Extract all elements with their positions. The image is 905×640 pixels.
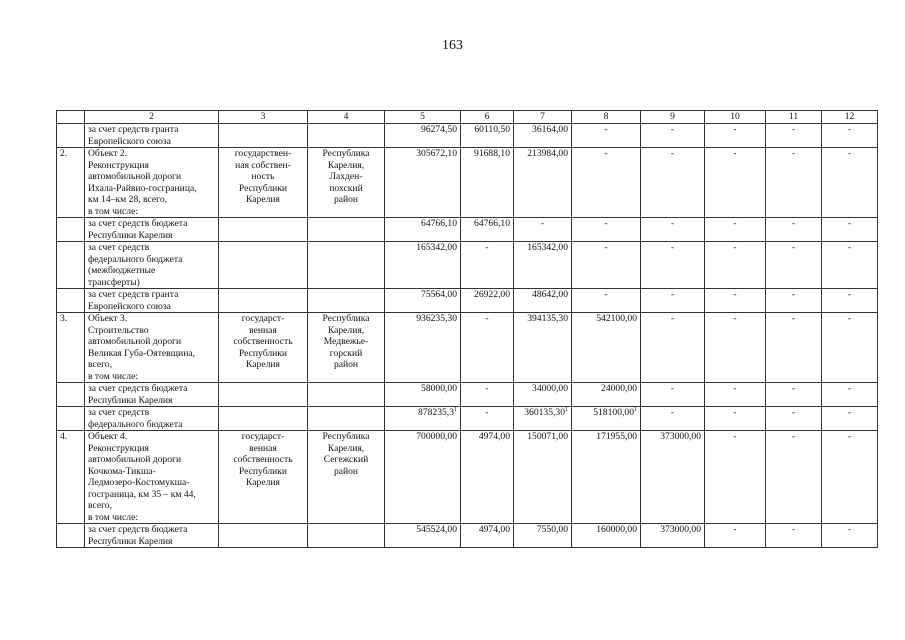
cell-location — [308, 218, 385, 242]
cell-c6: 4974,00 — [461, 524, 514, 548]
footnote-mark: 1 — [634, 406, 637, 413]
cell-total: 545524,00 — [385, 524, 461, 548]
cell-c12: - — [822, 124, 878, 148]
cell-location: Республика Карелия, Сегежский район — [308, 431, 385, 524]
cell-owner — [219, 218, 308, 242]
cell-location — [308, 124, 385, 148]
cell-total: 700000,00 — [385, 431, 461, 524]
cell-c7: - — [514, 218, 572, 242]
cell-owner — [219, 383, 308, 407]
cell-name: Объект 2. Реконструкция автомобильной дороги Ихала-Райвио-госграница, км 14–км 28, всего, в том числе: — [85, 148, 219, 218]
cell-owner: государствен- ная собствен- ность Республики Карелия — [219, 148, 308, 218]
cell-total: 96274,50 — [385, 124, 461, 148]
cell-c7: 48642,00 — [514, 289, 572, 313]
cell-name: за счет средств бюджета Республики Карелия — [85, 524, 219, 548]
cell-c8: - — [572, 242, 641, 289]
cell-name: за счет средств гранта Европейского союза — [85, 124, 219, 148]
cell-c12: - — [822, 524, 878, 548]
cell-c12: - — [822, 148, 878, 218]
cell-name: за счет средств федерального бюджета — [85, 407, 219, 431]
cell-c12: - — [822, 289, 878, 313]
cell-c8: - — [572, 218, 641, 242]
header-col-8: 8 — [572, 111, 641, 124]
header-col-10: 10 — [705, 111, 766, 124]
cell-total: 64766,10 — [385, 218, 461, 242]
cell-c6: - — [461, 383, 514, 407]
cell-num — [57, 289, 85, 313]
cell-location — [308, 524, 385, 548]
cell-c6: 60110,50 — [461, 124, 514, 148]
header-col-6: 6 — [461, 111, 514, 124]
table-row — [57, 242, 878, 289]
cell-total: 75564,00 — [385, 289, 461, 313]
cell-c11: - — [766, 124, 822, 148]
page-number: 163 — [442, 38, 463, 53]
footnote-mark: 1 — [454, 406, 457, 413]
cell-name: Объект 3. Строительство автомобильной дороги Великая Губа-Оятевщина, всего, в том числе: — [85, 313, 219, 383]
table-row — [57, 431, 878, 524]
cell-c9: - — [641, 289, 705, 313]
cell-c12: - — [822, 313, 878, 383]
cell-c11: - — [766, 289, 822, 313]
cell-c7: 150071,00 — [514, 431, 572, 524]
cell-total: 936235,30 — [385, 313, 461, 383]
cell-c8: 24000,00 — [572, 383, 641, 407]
cell-c8: 542100,00 — [572, 313, 641, 383]
cell-c9: - — [641, 218, 705, 242]
cell-c10: - — [705, 383, 766, 407]
cell-c7: 7550,00 — [514, 524, 572, 548]
cell-num — [57, 124, 85, 148]
cell-c8: 160000,00 — [572, 524, 641, 548]
cell-owner — [219, 124, 308, 148]
cell-c8: - — [572, 124, 641, 148]
cell-c9: 373000,00 — [641, 431, 705, 524]
cell-c11: - — [766, 407, 822, 431]
cell-c12: - — [822, 431, 878, 524]
cell-location — [308, 383, 385, 407]
cell-c8-value: 518100,00 — [593, 407, 634, 418]
cell-c10: - — [705, 124, 766, 148]
cell-location: Республика Карелия, Медвежье- горский район — [308, 313, 385, 383]
table-row — [57, 524, 878, 548]
cell-c11: - — [766, 148, 822, 218]
cell-c9: - — [641, 383, 705, 407]
table-row — [57, 289, 878, 313]
cell-location — [308, 289, 385, 313]
cell-c7: 165342,00 — [514, 242, 572, 289]
cell-owner — [219, 242, 308, 289]
table-row — [57, 218, 878, 242]
cell-total-value: 878235,3 — [418, 407, 454, 418]
cell-num: 2. — [57, 148, 85, 218]
cell-c11: - — [766, 524, 822, 548]
cell-c9: - — [641, 124, 705, 148]
header-row — [57, 111, 878, 124]
cell-name: Объект 4. Реконструкция автомобильной дороги Кочкома-Тикша- Ледмозеро-Костомукша- госграница, км 35 – км 44, всего, в том числе: — [85, 431, 219, 524]
cell-c6: - — [461, 313, 514, 383]
cell-num — [57, 242, 85, 289]
cell-total — [385, 407, 461, 431]
cell-c9: - — [641, 242, 705, 289]
investment-table — [56, 110, 878, 548]
cell-total: 165342,00 — [385, 242, 461, 289]
header-col-3: 3 — [219, 111, 308, 124]
cell-num — [57, 407, 85, 431]
cell-num — [57, 383, 85, 407]
cell-c7: 394135,30 — [514, 313, 572, 383]
header-col-11: 11 — [766, 111, 822, 124]
cell-c6: 26922,00 — [461, 289, 514, 313]
header-col-2: 2 — [85, 111, 219, 124]
cell-owner: государст- венная собственность Республики Карелия — [219, 431, 308, 524]
cell-num — [57, 218, 85, 242]
cell-owner — [219, 407, 308, 431]
cell-c8: - — [572, 148, 641, 218]
cell-c9: - — [641, 407, 705, 431]
cell-c12: - — [822, 407, 878, 431]
cell-c7-value: 360135,30 — [524, 407, 565, 418]
cell-name: за счет средств бюджета Республики Карелия — [85, 383, 219, 407]
cell-location — [308, 242, 385, 289]
cell-c12: - — [822, 242, 878, 289]
cell-c12: - — [822, 218, 878, 242]
cell-c7: 213984,00 — [514, 148, 572, 218]
cell-name: за счет средств бюджета Республики Карелия — [85, 218, 219, 242]
cell-c6: 64766,10 — [461, 218, 514, 242]
cell-c11: - — [766, 313, 822, 383]
cell-owner — [219, 524, 308, 548]
cell-c10: - — [705, 407, 766, 431]
cell-c9: - — [641, 313, 705, 383]
header-col-7: 7 — [514, 111, 572, 124]
cell-c10: - — [705, 242, 766, 289]
cell-name: за счет средств федерального бюджета (межбюджетные трансферты) — [85, 242, 219, 289]
header-col-12: 12 — [822, 111, 878, 124]
cell-c9: - — [641, 148, 705, 218]
cell-c11: - — [766, 218, 822, 242]
cell-c6: 91688,10 — [461, 148, 514, 218]
cell-c11: - — [766, 242, 822, 289]
cell-c11: - — [766, 383, 822, 407]
cell-num: 3. — [57, 313, 85, 383]
cell-owner — [219, 289, 308, 313]
cell-c10: - — [705, 148, 766, 218]
table-row — [57, 148, 878, 218]
cell-c6: - — [461, 242, 514, 289]
cell-location — [308, 407, 385, 431]
header-col-4: 4 — [308, 111, 385, 124]
cell-location: Республика Карелия, Лахден- похский район — [308, 148, 385, 218]
cell-c8: 171955,00 — [572, 431, 641, 524]
cell-c11: - — [766, 431, 822, 524]
cell-c10: - — [705, 289, 766, 313]
footnote-mark: 1 — [565, 406, 568, 413]
cell-c7 — [514, 407, 572, 431]
table-row — [57, 383, 878, 407]
cell-num: 4. — [57, 431, 85, 524]
cell-total: 305672,10 — [385, 148, 461, 218]
cell-c9: 373000,00 — [641, 524, 705, 548]
table-row — [57, 313, 878, 383]
cell-c8 — [572, 407, 641, 431]
cell-num — [57, 524, 85, 548]
table-row — [57, 124, 878, 148]
table-row — [57, 407, 878, 431]
cell-c7: 34000,00 — [514, 383, 572, 407]
header-col-1 — [57, 111, 85, 124]
cell-c10: - — [705, 218, 766, 242]
cell-owner: государст- венная собственность Республики Карелия — [219, 313, 308, 383]
cell-c6: - — [461, 407, 514, 431]
cell-c10: - — [705, 524, 766, 548]
cell-c10: - — [705, 431, 766, 524]
cell-c6: 4974,00 — [461, 431, 514, 524]
cell-c8: - — [572, 289, 641, 313]
cell-c12: - — [822, 383, 878, 407]
cell-name: за счет средств гранта Европейского союза — [85, 289, 219, 313]
cell-total: 58000,00 — [385, 383, 461, 407]
header-col-5: 5 — [385, 111, 461, 124]
cell-c10: - — [705, 313, 766, 383]
cell-c7: 36164,00 — [514, 124, 572, 148]
header-col-9: 9 — [641, 111, 705, 124]
